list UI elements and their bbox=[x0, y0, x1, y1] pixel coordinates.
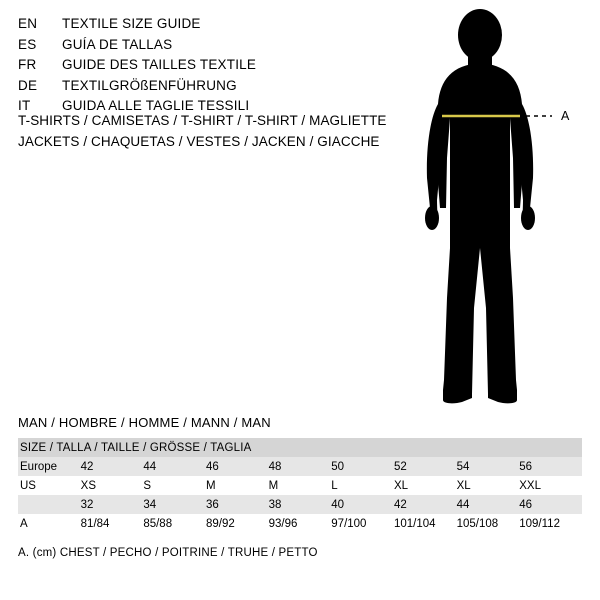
row-cell: 36 bbox=[206, 495, 269, 514]
row-cell: S bbox=[143, 476, 206, 495]
language-title: GUIDA ALLE TAGLIE TESSILI bbox=[62, 98, 250, 113]
row-cell: 42 bbox=[394, 495, 457, 514]
row-cell: L bbox=[331, 476, 394, 495]
row-label: Europe bbox=[18, 457, 81, 476]
table-row bbox=[18, 476, 582, 495]
row-cell: XS bbox=[81, 476, 144, 495]
measure-marker-label: A bbox=[561, 109, 570, 123]
row-cell: 44 bbox=[143, 457, 206, 476]
row-cell: M bbox=[206, 476, 269, 495]
language-code: ES bbox=[18, 36, 37, 52]
row-cell: 101/104 bbox=[394, 514, 457, 533]
row-cell: 48 bbox=[269, 457, 332, 476]
table-row bbox=[18, 495, 582, 514]
row-cell: XXL bbox=[519, 476, 582, 495]
row-cell: 109/112 bbox=[519, 514, 582, 533]
language-row bbox=[18, 55, 348, 76]
row-cell: 46 bbox=[206, 457, 269, 476]
language-row bbox=[18, 14, 348, 35]
gender-title: MAN / HOMBRE / HOMME / MANN / MAN bbox=[18, 415, 271, 430]
language-code: FR bbox=[18, 57, 37, 72]
row-cell: 56 bbox=[519, 457, 582, 476]
row-cell: 40 bbox=[331, 495, 394, 514]
table-header-row bbox=[18, 438, 582, 457]
row-cell: 54 bbox=[457, 457, 520, 476]
body-silhouette-figure bbox=[400, 8, 600, 408]
language-row bbox=[18, 76, 348, 97]
row-cell: 93/96 bbox=[269, 514, 332, 533]
row-cell: XL bbox=[394, 476, 457, 495]
table-header-label: SIZE / TALLA / TAILLE / GRÖSSE / TAGLIA bbox=[18, 438, 582, 457]
row-label: US bbox=[18, 476, 81, 495]
row-cell: 105/108 bbox=[457, 514, 520, 533]
language-title: TEXTILGRÖßENFÜHRUNG bbox=[62, 77, 237, 93]
row-cell: 52 bbox=[394, 457, 457, 476]
row-label bbox=[18, 495, 81, 514]
row-cell: 42 bbox=[81, 457, 144, 476]
table-row bbox=[18, 457, 582, 476]
garment-category-jackets: JACKETS / CHAQUETAS / VESTES / JACKEN / GIACCHE bbox=[18, 134, 380, 149]
language-row bbox=[18, 35, 348, 56]
row-cell: 97/100 bbox=[331, 514, 394, 533]
row-cell: 32 bbox=[81, 495, 144, 514]
language-title: GUÍA DE TALLAS bbox=[62, 36, 173, 52]
table-row bbox=[18, 514, 582, 533]
row-cell: M bbox=[269, 476, 332, 495]
size-table-section bbox=[18, 415, 582, 559]
language-title: GUIDE DES TAILLES TEXTILE bbox=[62, 57, 257, 72]
row-label: A bbox=[18, 514, 81, 533]
language-code: EN bbox=[18, 16, 38, 31]
size-table bbox=[18, 438, 582, 533]
row-cell: 34 bbox=[143, 495, 206, 514]
row-cell: XL bbox=[457, 476, 520, 495]
row-cell: 44 bbox=[457, 495, 520, 514]
language-title: TEXTILE SIZE GUIDE bbox=[62, 16, 201, 31]
language-code: DE bbox=[18, 77, 38, 93]
row-cell: 38 bbox=[269, 495, 332, 514]
row-cell: 81/84 bbox=[81, 514, 144, 533]
table-footnote: A. (cm) CHEST / PECHO / POITRINE / TRUHE / PETTO bbox=[18, 547, 318, 559]
language-list bbox=[18, 14, 348, 117]
row-cell: 89/92 bbox=[206, 514, 269, 533]
row-cell: 85/88 bbox=[143, 514, 206, 533]
silhouette-svg bbox=[400, 8, 600, 408]
garment-category-tshirts: T-SHIRTS / CAMISETAS / T-SHIRT / T-SHIRT / MAGLIETTE bbox=[18, 113, 387, 128]
row-cell: 50 bbox=[331, 457, 394, 476]
garment-category-list bbox=[18, 110, 438, 152]
language-code: IT bbox=[18, 98, 31, 113]
row-cell: 46 bbox=[519, 495, 582, 514]
